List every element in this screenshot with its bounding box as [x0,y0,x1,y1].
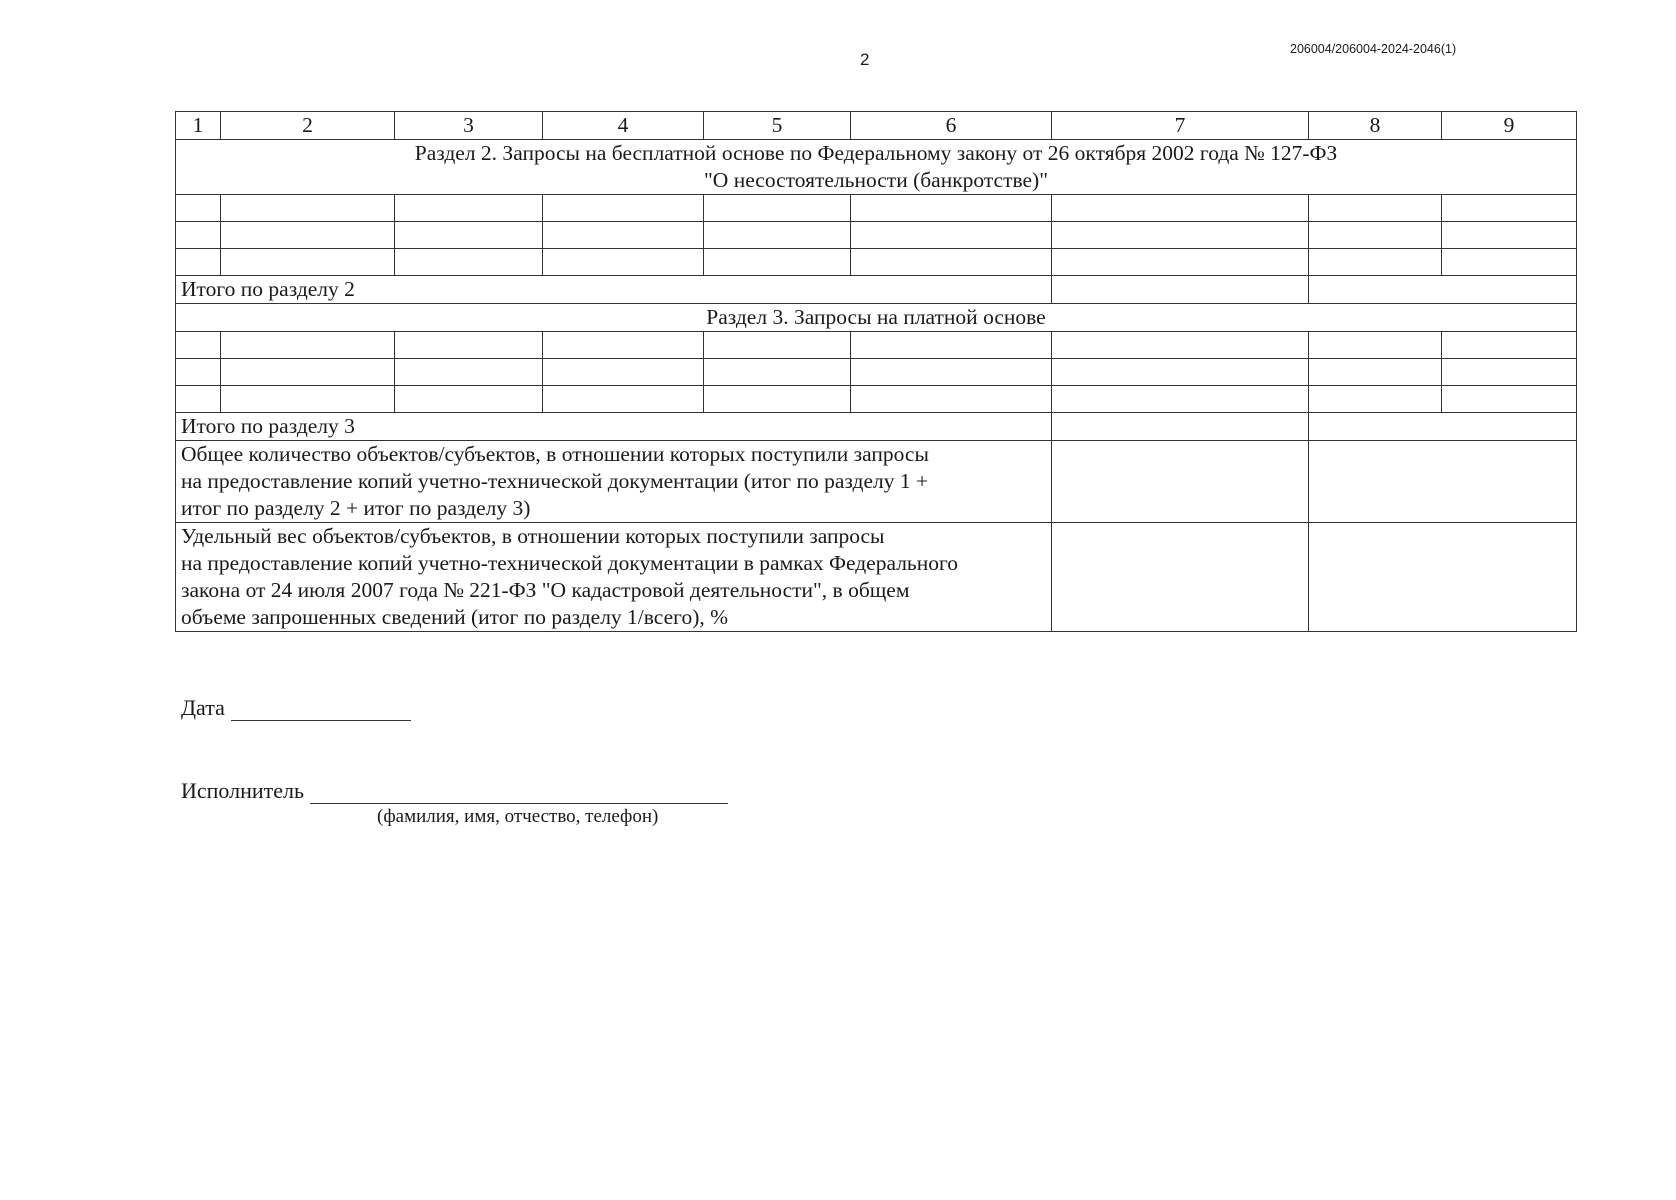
column-header: 9 [1442,112,1577,140]
table-cell[interactable] [704,249,851,276]
table-cell[interactable] [543,386,704,413]
date-input-line[interactable] [231,698,411,721]
section-2-header-row [176,140,1577,195]
section-3-total-label: Итого по разделу 3 [176,413,1052,441]
table-cell[interactable] [704,195,851,222]
table-cell[interactable] [176,332,221,359]
table-cell[interactable] [851,249,1052,276]
column-header: 1 [176,112,221,140]
table-cell[interactable] [176,386,221,413]
table-row [176,386,1577,413]
table-row [176,195,1577,222]
table-cell[interactable] [395,195,543,222]
table-cell[interactable] [1442,332,1577,359]
table-cell[interactable] [176,222,221,249]
table-cell[interactable] [1052,386,1309,413]
summary-total-row [176,441,1577,523]
section-2-total-label: Итого по разделу 2 [176,276,1052,304]
table-cell[interactable] [1442,195,1577,222]
table-cell[interactable] [1309,276,1577,304]
table-cell[interactable] [1052,195,1309,222]
table-row [176,332,1577,359]
date-label: Дата [181,695,225,720]
table-cell[interactable] [1052,413,1309,441]
table-cell[interactable] [1309,249,1442,276]
table-cell[interactable] [176,195,221,222]
table-row [176,249,1577,276]
table-cell[interactable] [395,359,543,386]
table-cell[interactable] [1052,249,1309,276]
summary-share-line: на предоставление копий учетно-технической документации в рамках Федерального [181,551,959,575]
table-cell[interactable] [1052,359,1309,386]
table-cell[interactable] [395,332,543,359]
table-cell[interactable] [1052,222,1309,249]
column-header: 3 [395,112,543,140]
table-cell[interactable] [851,359,1052,386]
table-cell[interactable] [1309,222,1442,249]
table-cell[interactable] [851,222,1052,249]
executor-input-line[interactable] [310,781,728,804]
table-cell[interactable] [704,222,851,249]
table-cell[interactable] [543,222,704,249]
table-cell[interactable] [1442,386,1577,413]
table-cell[interactable] [1309,386,1442,413]
section-2-title-line: Раздел 2. Запросы на бесплатной основе по Федеральному закону от 26 октября 2002 года № 127-ФЗ [414,141,1338,165]
summary-total-label [176,441,1052,523]
executor-hint: (фамилия, имя, отчество, телефон) [377,806,659,827]
table-cell[interactable] [851,332,1052,359]
report-table [175,111,1577,632]
column-header: 6 [851,112,1052,140]
summary-total-line: итог по разделу 2 + итог по разделу 3) [181,496,531,520]
executor-field [181,778,728,804]
column-header: 8 [1309,112,1442,140]
document-id: 206004/206004-2024-2046(1) [1290,42,1457,56]
table-cell[interactable] [221,249,395,276]
table-cell[interactable] [176,359,221,386]
table-cell[interactable] [704,332,851,359]
section-3-total-row [176,413,1577,441]
section-2-total-row [176,276,1577,304]
table-cell[interactable] [1442,249,1577,276]
section-2-title [176,140,1577,195]
section-3-header-row [176,304,1577,332]
table-cell[interactable] [221,386,395,413]
table-cell[interactable] [543,332,704,359]
table-cell[interactable] [221,359,395,386]
table-cell[interactable] [395,249,543,276]
table-cell[interactable] [1309,413,1577,441]
summary-total-line: Общее количество объектов/субъектов, в отношении которых поступили запросы [181,442,929,466]
date-field [181,695,411,721]
table-cell[interactable] [221,222,395,249]
table-cell[interactable] [1309,441,1577,523]
table-cell[interactable] [176,249,221,276]
table-cell[interactable] [221,332,395,359]
summary-share-row [176,523,1577,632]
table-row [176,359,1577,386]
table-cell[interactable] [1442,359,1577,386]
page-number: 2 [860,50,870,69]
table-row [176,222,1577,249]
column-header: 2 [221,112,395,140]
table-cell[interactable] [395,386,543,413]
column-number-row [176,112,1577,140]
table-cell[interactable] [1309,195,1442,222]
table-cell[interactable] [1309,332,1442,359]
table-cell[interactable] [851,195,1052,222]
table-cell[interactable] [704,359,851,386]
section-2-title-line: "О несостоятельности (банкротстве)" [704,168,1048,192]
table-cell[interactable] [543,249,704,276]
column-header: 5 [704,112,851,140]
summary-total-line: на предоставление копий учетно-технической документации (итог по разделу 1 + [181,469,929,493]
table-cell[interactable] [543,195,704,222]
summary-share-line: объеме запрошенных сведений (итог по разделу 1/всего), % [181,605,729,629]
column-header: 4 [543,112,704,140]
summary-share-line: Удельный вес объектов/субъектов, в отношении которых поступили запросы [181,524,885,548]
summary-share-line: закона от 24 июля 2007 года № 221-ФЗ "О кадастровой деятельности", в общем [181,578,910,602]
table-cell[interactable] [1052,332,1309,359]
table-cell[interactable] [704,386,851,413]
table-cell[interactable] [1052,276,1309,304]
table-cell[interactable] [1052,523,1309,632]
executor-label: Исполнитель [181,778,305,803]
table-cell[interactable] [221,195,395,222]
table-cell[interactable] [543,359,704,386]
section-3-title: Раздел 3. Запросы на платной основе [176,304,1577,332]
table-cell[interactable] [1309,523,1577,632]
table-cell[interactable] [851,386,1052,413]
table-cell[interactable] [1442,222,1577,249]
column-header: 7 [1052,112,1309,140]
table-cell[interactable] [395,222,543,249]
table-cell[interactable] [1052,441,1309,523]
summary-share-label [176,523,1052,632]
table-cell[interactable] [1309,359,1442,386]
